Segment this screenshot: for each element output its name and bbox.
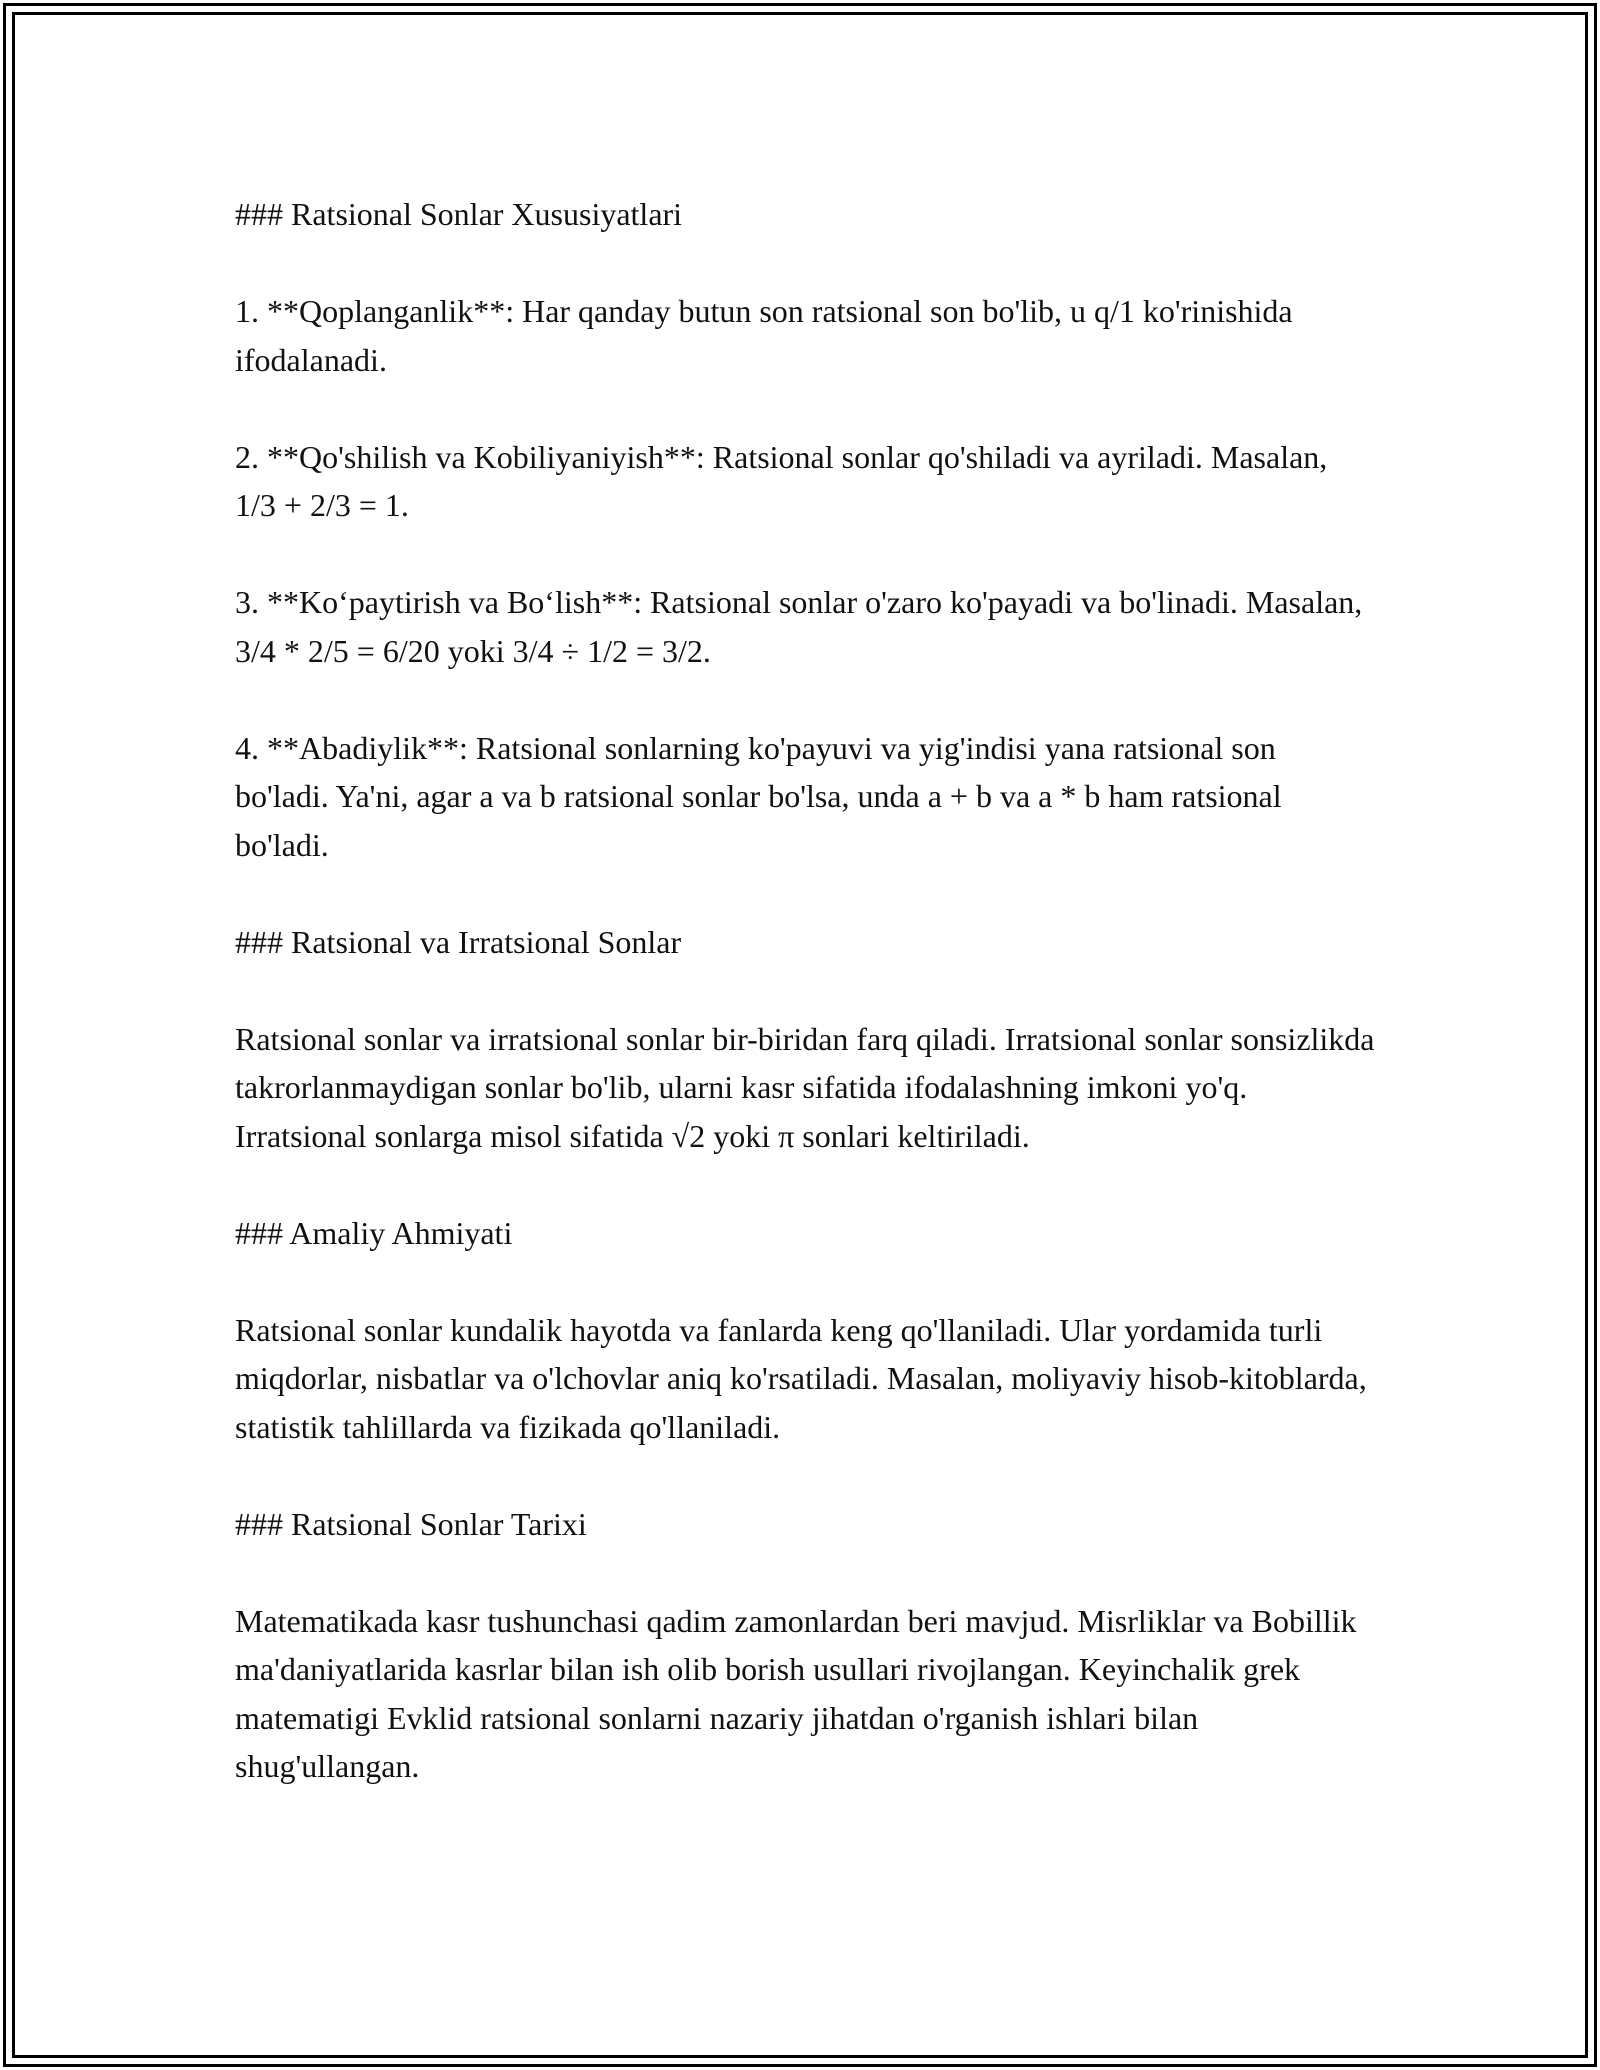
list-item-3: 3. **Ko‘paytirish va Bo‘lish**: Ratsional sonlar o'zaro ko'payadi va bo'linadi. Masalan, 3/4 * 2/5 = 6/20 yoki 3/4 ÷ 1/2 = 3/2. xyxy=(235,584,1363,669)
section-heading-rational-irrational: ### Ratsional va Irratsional Sonlar xyxy=(235,923,682,960)
document-body xyxy=(235,190,1375,1839)
list-item-4: 4. **Abadiylik**: Ratsional sonlarning ko'payuvi va yig'indisi yana ratsional son bo'ladi. Ya'ni, agar a va b ratsional sonlar bo'lsa, unda a + b va a * b ham ratsional bo'ladi. xyxy=(235,729,1282,863)
paragraph-rational-irrational: Ratsional sonlar va irratsional sonlar bir-biridan farq qiladi. Irratsional sonlar sonsizlikda takrorlanmaydigan sonlar bo'lib, ularni kasr sifatida ifodalashning imkoni yo'q. Irratsional sonlarga misol sifatida √2 yoki π sonlari keltiriladi. xyxy=(235,1020,1375,1154)
list-item-2: 2. **Qo'shilish va Kobiliyaniyish**: Ratsional sonlar qo'shiladi va ayriladi. Masalan, 1/3 + 2/3 = 1. xyxy=(235,438,1328,523)
section-heading-practical: ### Amaliy Ahmiyati xyxy=(235,1214,513,1251)
list-item-1: 1. **Qoplanganlik**: Har qanday butun son ratsional son bo'lib, u q/1 ko'rinishida ifodalanadi. xyxy=(235,293,1293,378)
section-heading-properties: ### Ratsional Sonlar Xususiyatlari xyxy=(235,196,683,232)
paragraph-practical: Ratsional sonlar kundalik hayotda va fanlarda keng qo'llaniladi. Ular yordamida turli miqdorlar, nisbatlar va o'lchovlar aniq ko'rsatiladi. Masalan, moliyaviy hisob-kitoblarda, statistik tahlillarda va fizikada qo'llaniladi. xyxy=(235,1311,1367,1445)
section-heading-history: ### Ratsional Sonlar Tarixi xyxy=(235,1505,587,1542)
paragraph-history: Matematikada kasr tushunchasi qadim zamonlardan beri mavjud. Misrliklar va Bobillik ma'daniyatlarida kasrlar bilan ish olib borish usullari rivojlangan. Keyinchalik grek matematigi Evklid ratsional sonlarni nazariy jihatdan o'rganish ishlari bilan shug'ullangan. xyxy=(235,1602,1357,1784)
